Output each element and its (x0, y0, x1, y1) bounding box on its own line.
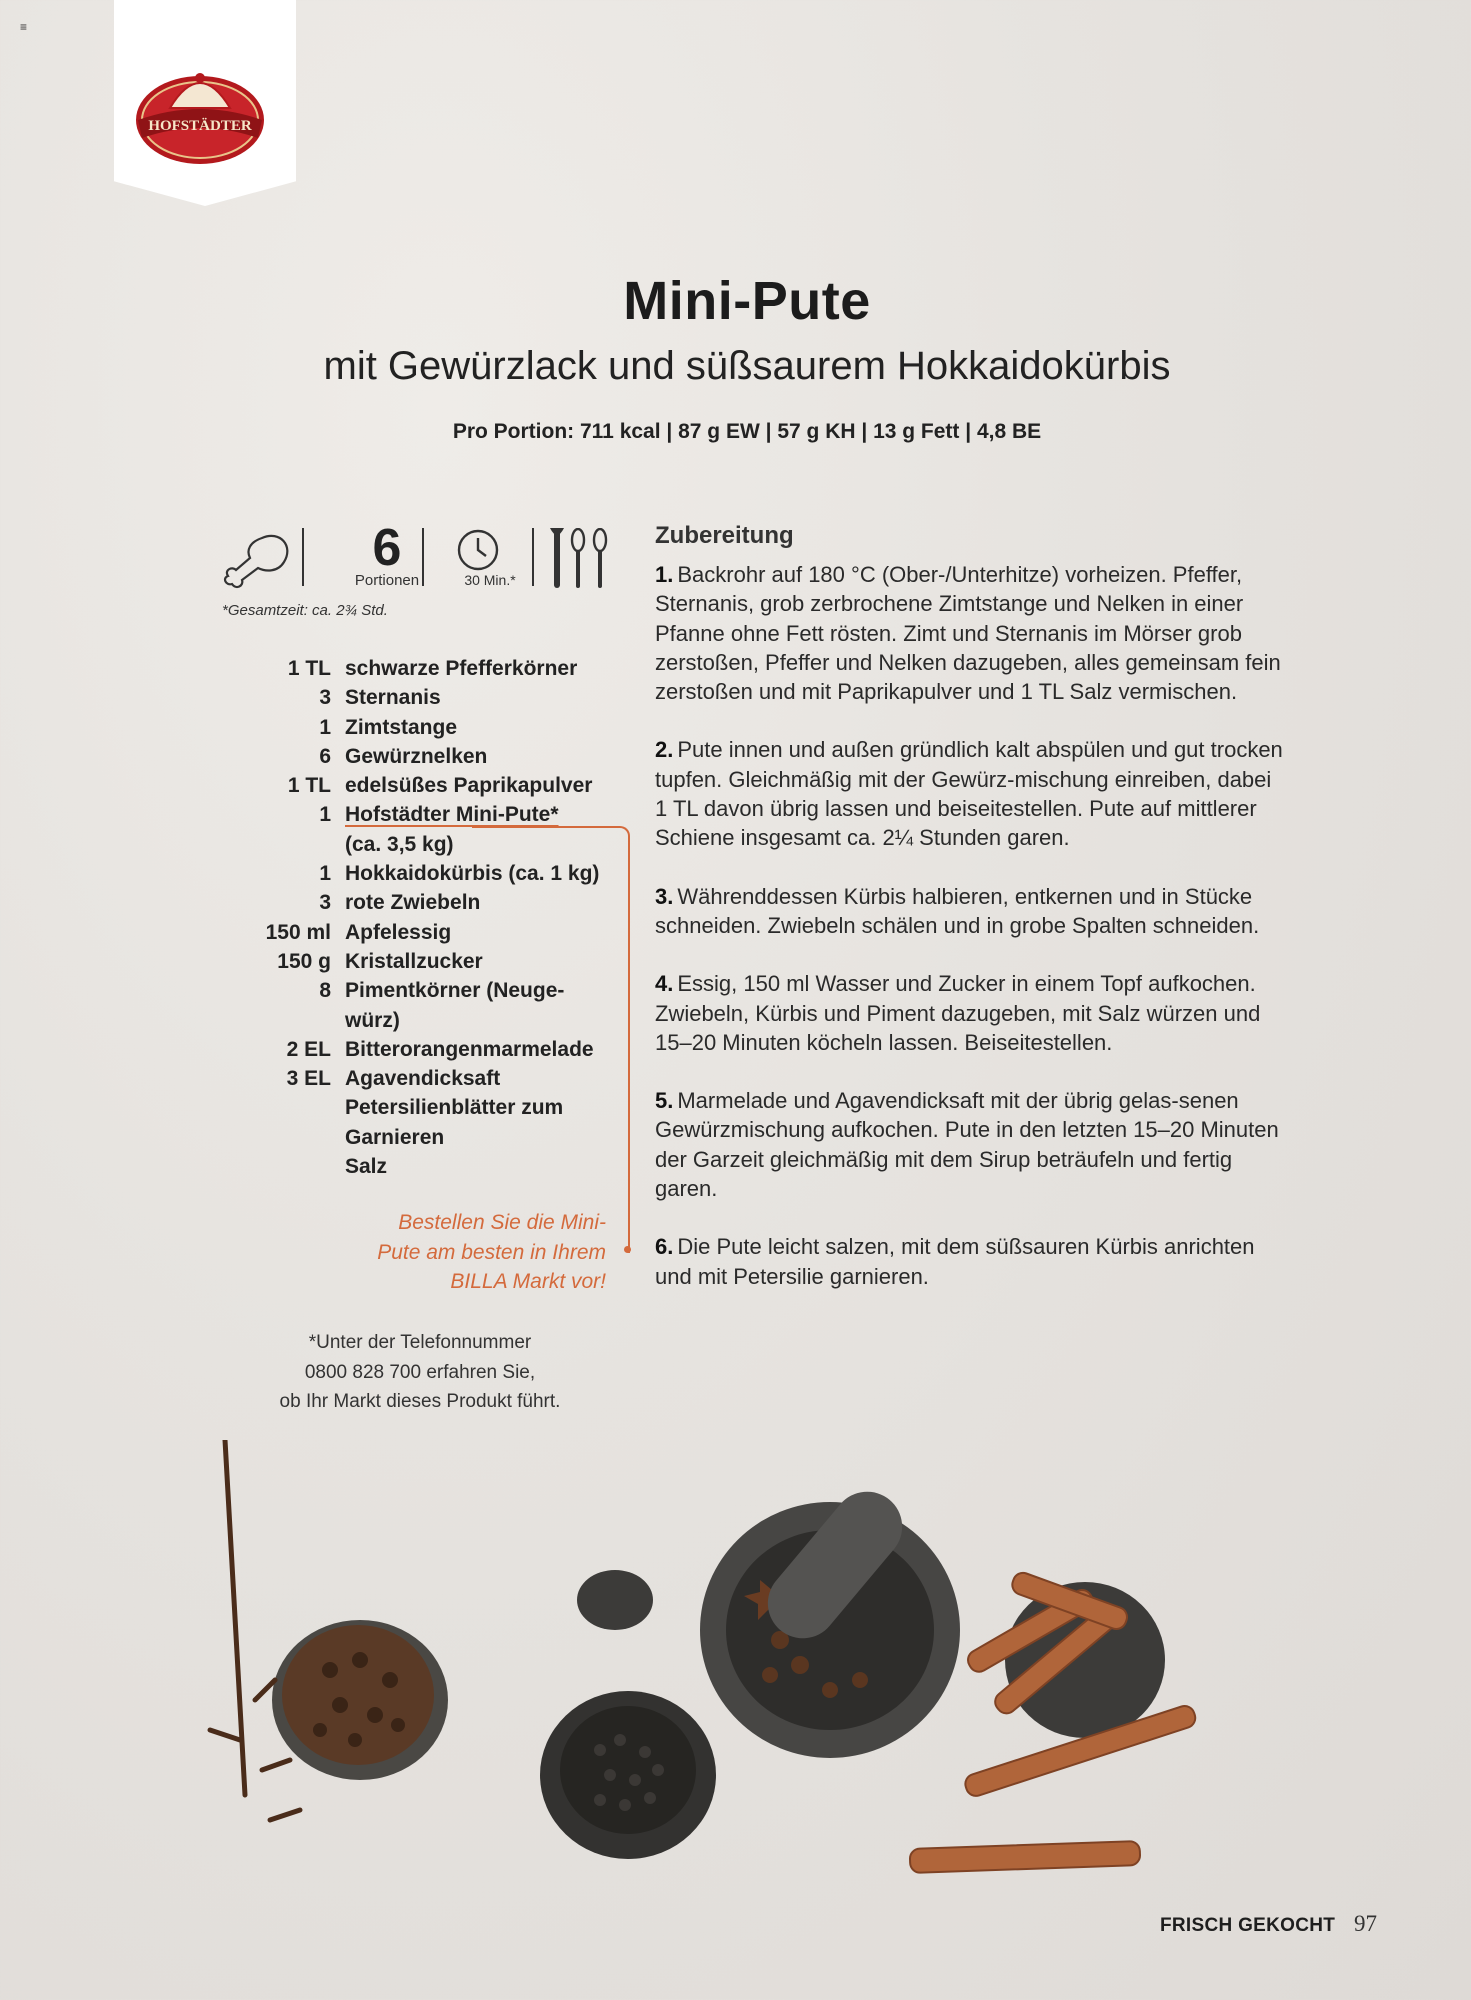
order-note-line: Bestellen Sie die Mini- (398, 1211, 606, 1234)
ingredient-name: Kristallzucker (345, 949, 483, 973)
svg-text:HOFSTÄDTER: HOFSTÄDTER (148, 118, 252, 134)
ingredient-row (225, 771, 625, 800)
cutlery-icon (546, 528, 610, 590)
ingredient-quantity (225, 1152, 345, 1181)
ingredient-name: edelsüßes Paprikapulver (345, 774, 593, 798)
portions-number: 6 (372, 519, 402, 577)
order-note-dot (624, 1246, 631, 1253)
ingredient-quantity: 1 TL (287, 657, 331, 680)
ingredient-name: Bitterorangenmarmelade (345, 1037, 594, 1061)
ingredient-name: Hofstädter Mini-Pute* (345, 803, 559, 827)
hofstaedter-logo (134, 58, 274, 168)
portions-label: Portionen (354, 572, 420, 589)
recipe-title: Mini-Pute (623, 271, 871, 331)
info-divider (422, 528, 424, 586)
step-number: 4. (655, 971, 674, 997)
ingredient-quantity: 3 EL (286, 1067, 331, 1091)
ingredient-row (225, 713, 625, 742)
ingredient-name: Garnieren (345, 1125, 445, 1149)
drumstick-icon (222, 530, 294, 590)
ingredient-quantity: 3 (319, 686, 331, 710)
ingredient-row (225, 742, 625, 771)
ingredient-name: Apfelessig (345, 920, 452, 944)
preparation-step (655, 735, 1285, 852)
total-time-note: *Gesamtzeit: ca. 2¾ Std. (222, 602, 388, 619)
preparation-steps (655, 560, 1285, 1291)
step-number: 5. (655, 1088, 674, 1114)
footer-section-label: FRISCH GEKOCHT (1160, 1915, 1336, 1936)
step-text: Währenddessen Kürbis halbieren, entkernen und in Stücke schneiden. Zwiebeln schälen und in grobe Spalten schneiden. (655, 883, 1260, 938)
step-text: Pute innen und außen gründlich kalt abspülen und gut trocken tupfen. Gleichmäßig mit der Gewürz-mischung einreiben, dabei 1 TL davon übrig lassen und beiseitestellen. Pute auf mittlerer Schiene insgesamt ca. 2¼ Stunden garen. (655, 737, 1283, 851)
preparation-step (655, 1232, 1285, 1291)
time-label: 30 Min.* (464, 572, 516, 588)
recipe-subtitle: mit Gewürzlack und süßsaurem Hokkaidokürbis (323, 344, 1171, 388)
ingredient-quantity (225, 1006, 345, 1035)
ingredient-quantity: 1 (319, 715, 331, 739)
ingredient-quantity: 1 (319, 803, 331, 827)
info-divider (302, 528, 304, 586)
phone-note-line: 0800 828 700 erfahren Sie, (304, 1361, 536, 1383)
order-note (320, 1208, 606, 1297)
step-number: 1. (655, 562, 674, 587)
phone-note (250, 1328, 590, 1417)
ingredient-quantity: 8 (319, 979, 331, 1003)
page-number: 97 (1354, 1911, 1377, 1936)
ingredient-name: Salz (345, 1155, 388, 1179)
ingredient-name: rote Zwiebeln (345, 891, 481, 915)
ingredient-quantity: 1 (319, 862, 331, 886)
ingredient-quantity (225, 1123, 345, 1152)
ingredient-quantity: 3 (319, 891, 331, 915)
recipe-info-bar (222, 519, 614, 594)
preparation-heading: Zubereitung (655, 522, 794, 549)
ingredient-name: schwarze Pfefferkörner (345, 657, 578, 680)
preparation-step (655, 969, 1285, 1057)
ingredient-quantity: 1 TL (287, 774, 331, 798)
step-text: Marmelade und Agavendicksaft mit der übrig gelas-senen Gewürzmischung aufkochen. Pute in den letzten 15–20 Minuten der Garzeit gleichmäßig mit dem Sirup beträufeln und fertig garen. (655, 1088, 1279, 1202)
phone-note-line: ob Ihr Markt dieses Produkt führt. (279, 1391, 561, 1412)
ingredient-quantity: 150 g (277, 949, 331, 973)
preparation-step (655, 882, 1285, 941)
preparation-step (655, 1086, 1285, 1203)
order-note-connector (472, 826, 630, 1253)
ingredient-name: (ca. 3,5 kg) (345, 832, 454, 856)
nutrition-info: Pro Portion: 711 kcal | 87 g EW | 57 g KH | 13 g Fett | 4,8 BE (452, 420, 1042, 443)
clock-icon (456, 528, 500, 572)
ingredient-name: Agavendicksaft (345, 1067, 501, 1091)
order-note-line: Pute am besten in Ihrem (377, 1240, 606, 1264)
brand-logo-tab (114, 0, 296, 206)
phone-note-line: *Unter der Telefonnummer (308, 1332, 532, 1353)
ingredient-name: Hokkaidokürbis (ca. 1 kg) (345, 862, 600, 886)
ingredient-quantity: 2 EL (286, 1037, 331, 1061)
spices-photo (0, 1440, 1471, 1920)
preparation-section (655, 522, 1285, 1320)
ingredient-quantity (225, 1093, 345, 1122)
ingredient-name: Pimentkörner (Neuge- (345, 979, 565, 1003)
step-text: Backrohr auf 180 °C (Ober-/Unterhitze) vorheizen. Pfeffer, Sternanis, grob zerbrochene Zimtstange und Nelken in einer Pfanne ohne Fett rösten. Zimt und Sternanis im Mörser grob zerstoßen, Pfeffer und Nelken dazugeben, alles gemeinsam fein zerstoßen und mit Paprikapulver und 1 TL Salz vermischen. (655, 562, 1281, 705)
info-divider (532, 528, 534, 586)
ingredient-row (225, 683, 625, 712)
step-text: Die Pute leicht salzen, mit dem süßsauren Kürbis anrichten und mit Petersilie garnieren. (655, 1234, 1255, 1289)
ingredient-name: Sternanis (345, 686, 441, 710)
ingredient-name: Zimtstange (345, 715, 458, 739)
ingredient-quantity (225, 830, 345, 859)
ingredient-quantity: 6 (319, 744, 331, 768)
order-note-line: BILLA Markt vor! (450, 1270, 606, 1293)
ingredient-name: Petersilienblätter zum (345, 1096, 564, 1120)
step-number: 6. (655, 1234, 674, 1260)
preparation-step (655, 560, 1285, 706)
ingredient-row (225, 654, 625, 683)
menu-icon[interactable]: ≡ (20, 20, 28, 34)
step-number: 3. (655, 883, 674, 909)
ingredient-name: würz) (345, 1008, 400, 1032)
ingredient-name: Gewürznelken (345, 744, 488, 768)
ingredient-quantity: 150 ml (265, 920, 331, 944)
step-text: Essig, 150 ml Wasser und Zucker in einem Topf aufkochen. Zwiebeln, Kürbis und Piment dazugeben, mit Salz würzen und 15–20 Minuten köcheln lassen. Beiseitestellen. (655, 971, 1261, 1055)
step-number: 2. (655, 737, 674, 763)
